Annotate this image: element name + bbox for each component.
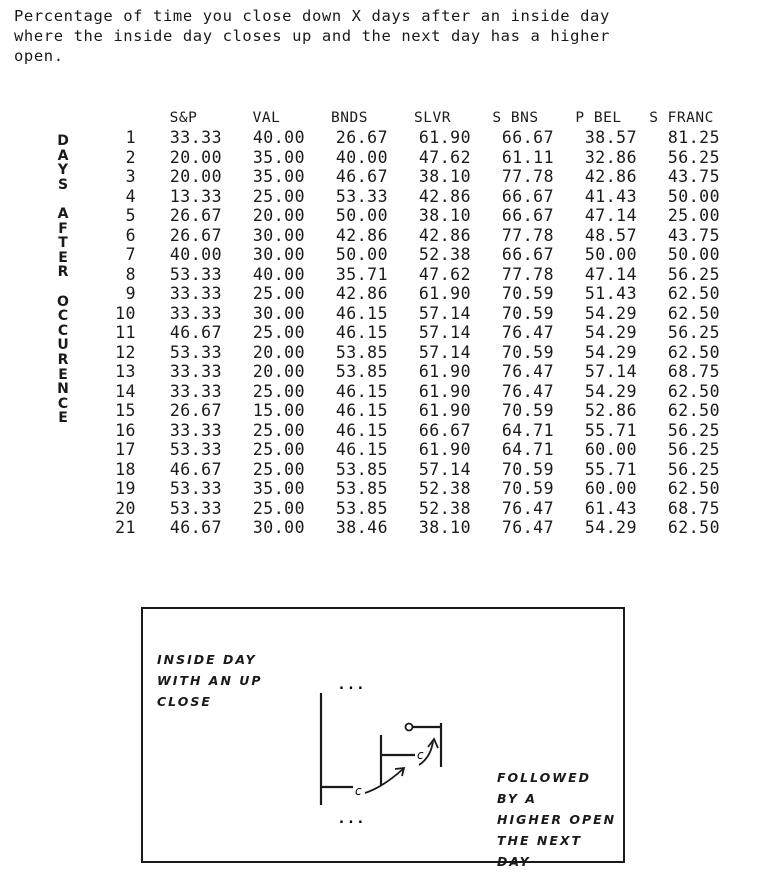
percentage-cell: 53.85	[335, 459, 388, 479]
percentage-cell: 56.25	[667, 147, 720, 167]
table-row	[100, 265, 723, 285]
day-number: 13	[115, 362, 136, 382]
label-letter: C	[57, 395, 69, 412]
table-row	[100, 382, 723, 402]
day-number: 14	[115, 381, 136, 401]
percentage-cell: 57.14	[418, 323, 471, 343]
percentage-cell: 52.38	[418, 479, 471, 499]
percentage-cell: 41.43	[584, 186, 637, 206]
percentage-cell: 48.57	[584, 225, 637, 245]
percentage-cell: 76.47	[501, 498, 554, 518]
label-letter: R	[57, 351, 69, 368]
percentage-cell: 68.75	[667, 498, 720, 518]
percentage-cell: 25.00	[252, 381, 305, 401]
arrow-to-inside-close	[365, 769, 403, 793]
percentage-cell: 33.33	[169, 303, 222, 323]
percentage-cell: 46.15	[335, 303, 388, 323]
percentage-table	[100, 108, 723, 538]
percentage-cell: 62.50	[667, 303, 720, 323]
percentage-cell: 25.00	[252, 420, 305, 440]
intro-line: open.	[14, 47, 64, 65]
label-letter: E	[58, 249, 68, 266]
percentage-cell: 42.86	[335, 225, 388, 245]
table-row	[100, 284, 723, 304]
day-number: 11	[115, 323, 136, 343]
percentage-cell: 54.29	[584, 381, 637, 401]
percentage-cell: 30.00	[252, 518, 305, 538]
percentage-cell: 62.50	[667, 401, 720, 421]
percentage-cell: 43.75	[667, 225, 720, 245]
table-row	[100, 518, 723, 538]
percentage-cell: 54.29	[584, 303, 637, 323]
continuation-dots-top: . . .	[339, 678, 363, 693]
percentage-cell: 81.25	[667, 128, 720, 148]
header-day	[100, 108, 142, 128]
day-number: 9	[125, 284, 136, 304]
column-header: S FRANC	[649, 110, 714, 126]
percentage-cell: 42.86	[418, 225, 471, 245]
percentage-cell: 33.33	[169, 362, 222, 382]
percentage-cell: 38.10	[418, 518, 471, 538]
days-after-occurence-label	[56, 134, 70, 426]
percentage-cell: 76.47	[501, 381, 554, 401]
label-gap	[56, 192, 70, 207]
percentage-cell: 20.00	[252, 206, 305, 226]
day-number: 18	[115, 459, 136, 479]
label-letter: E	[58, 366, 68, 383]
percentage-cell: 77.78	[501, 225, 554, 245]
label-letter: E	[58, 410, 68, 427]
table-row	[100, 479, 723, 499]
percentage-cell: 70.59	[501, 479, 554, 499]
table-row	[100, 206, 723, 226]
percentage-cell: 42.86	[584, 167, 637, 187]
percentage-cell: 52.86	[584, 401, 637, 421]
note-line: INSIDE DAY	[157, 652, 257, 667]
percentage-cell: 62.50	[667, 284, 720, 304]
percentage-cell: 50.00	[667, 245, 720, 265]
percentage-cell: 30.00	[252, 303, 305, 323]
percentage-cell: 47.62	[418, 147, 471, 167]
percentage-cell: 66.67	[501, 186, 554, 206]
table-row	[100, 245, 723, 265]
percentage-cell: 26.67	[335, 128, 388, 148]
note-line: WITH AN UP	[157, 673, 263, 688]
inside-day-diagram	[141, 607, 625, 869]
percentage-cell: 60.00	[584, 440, 637, 460]
percentage-cell: 53.85	[335, 479, 388, 499]
percentage-cell: 35.00	[252, 147, 305, 167]
percentage-cell: 53.85	[335, 362, 388, 382]
percentage-cell: 61.90	[418, 362, 471, 382]
percentage-cell: 40.00	[252, 264, 305, 284]
label-letter: C	[57, 308, 69, 325]
percentage-cell: 46.67	[169, 459, 222, 479]
percentage-cell: 46.15	[335, 323, 388, 343]
percentage-cell: 53.85	[335, 342, 388, 362]
percentage-cell: 66.67	[501, 206, 554, 226]
percentage-cell: 50.00	[335, 245, 388, 265]
percentage-cell: 20.00	[252, 342, 305, 362]
percentage-cell: 46.15	[335, 440, 388, 460]
percentage-cell: 70.59	[501, 303, 554, 323]
intro-line: where the inside day closes up and the next day has a higher	[14, 27, 610, 45]
percentage-cell: 13.33	[169, 186, 222, 206]
note-line: HIGHER OPEN	[497, 812, 617, 827]
note-line: CLOSE	[157, 694, 212, 709]
percentage-cell: 61.90	[418, 401, 471, 421]
label-letter: D	[57, 133, 69, 149]
percentage-cell: 77.78	[501, 167, 554, 187]
percentage-cell: 50.00	[584, 245, 637, 265]
percentage-cell: 38.10	[418, 167, 471, 187]
percentage-cell: 33.33	[169, 381, 222, 401]
continuation-dots-bottom: . . .	[339, 812, 363, 827]
label-letter: U	[57, 337, 69, 354]
percentage-cell: 62.50	[667, 381, 720, 401]
percentage-cell: 62.50	[667, 518, 720, 538]
label-letter: A	[57, 205, 69, 222]
percentage-cell: 15.00	[252, 401, 305, 421]
column-header: P BEL	[575, 110, 622, 126]
label-letter: Y	[57, 162, 69, 179]
close-mark: c	[417, 748, 424, 762]
percentage-cell: 61.43	[584, 498, 637, 518]
percentage-cell: 42.86	[335, 284, 388, 304]
percentage-cell: 76.47	[501, 518, 554, 538]
percentage-cell: 47.14	[584, 206, 637, 226]
percentage-cell: 33.33	[169, 128, 222, 148]
percentage-cell: 47.14	[584, 264, 637, 284]
table-row	[100, 440, 723, 460]
table-row	[100, 421, 723, 441]
label-letter: A	[57, 147, 69, 164]
day-number: 8	[125, 264, 136, 284]
close-mark: c	[355, 784, 362, 798]
percentage-cell: 52.38	[418, 245, 471, 265]
percentage-cell: 66.67	[501, 128, 554, 148]
day-number: 17	[115, 440, 136, 460]
percentage-cell: 76.47	[501, 362, 554, 382]
table-row	[100, 323, 723, 343]
percentage-cell: 25.00	[252, 323, 305, 343]
percentage-cell: 52.38	[418, 498, 471, 518]
percentage-cell: 62.50	[667, 479, 720, 499]
percentage-cell: 26.67	[169, 401, 222, 421]
percentage-cell: 53.33	[169, 440, 222, 460]
label-letter: S	[57, 176, 69, 193]
percentage-cell: 25.00	[252, 284, 305, 304]
percentage-cell: 61.90	[418, 128, 471, 148]
table-row	[100, 187, 723, 207]
note-inside-day	[157, 649, 263, 712]
percentage-cell: 46.67	[169, 323, 222, 343]
percentage-cell: 46.15	[335, 420, 388, 440]
percentage-cell: 33.33	[169, 420, 222, 440]
percentage-cell: 66.67	[501, 245, 554, 265]
percentage-cell: 47.62	[418, 264, 471, 284]
percentage-cell: 57.14	[418, 303, 471, 323]
percentage-cell: 38.46	[335, 518, 388, 538]
percentage-cell: 53.33	[169, 479, 222, 499]
percentage-cell: 54.29	[584, 518, 637, 538]
percentage-cell: 56.25	[667, 440, 720, 460]
label-letter: T	[58, 235, 68, 252]
percentage-cell: 70.59	[501, 401, 554, 421]
day-number: 4	[125, 186, 136, 206]
column-header: S BNS	[492, 110, 539, 126]
percentage-cell: 38.10	[418, 206, 471, 226]
percentage-cell: 25.00	[252, 186, 305, 206]
percentage-cell: 20.00	[169, 147, 222, 167]
percentage-cell: 50.00	[335, 206, 388, 226]
percentage-cell: 56.25	[667, 420, 720, 440]
percentage-cell: 57.14	[418, 342, 471, 362]
open-marker	[406, 724, 413, 731]
day-number: 3	[125, 167, 136, 187]
percentage-cell: 53.85	[335, 498, 388, 518]
percentage-cell: 33.33	[169, 284, 222, 304]
percentage-cell: 64.71	[501, 420, 554, 440]
label-letter: N	[57, 381, 69, 398]
percentage-cell: 40.00	[252, 128, 305, 148]
percentage-cell: 62.50	[667, 342, 720, 362]
day-number: 5	[125, 206, 136, 226]
percentage-cell: 50.00	[667, 186, 720, 206]
percentage-cell: 70.59	[501, 342, 554, 362]
percentage-cell: 26.67	[169, 206, 222, 226]
percentage-cell: 25.00	[252, 459, 305, 479]
percentage-cell: 40.00	[335, 147, 388, 167]
label-letter: F	[58, 220, 68, 237]
intro-line: Percentage of time you close down X days after an inside day	[14, 7, 610, 25]
percentage-cell: 61.11	[501, 147, 554, 167]
percentage-cell: 53.33	[169, 342, 222, 362]
percentage-cell: 42.86	[418, 186, 471, 206]
percentage-cell: 25.00	[252, 498, 305, 518]
day-number: 7	[125, 245, 136, 265]
percentage-cell: 35.00	[252, 479, 305, 499]
label-letter: C	[57, 322, 69, 339]
table-row	[100, 167, 723, 187]
percentage-cell: 70.59	[501, 284, 554, 304]
percentage-cell: 57.14	[584, 362, 637, 382]
note-line: BY A	[497, 791, 537, 806]
percentage-cell: 46.67	[335, 167, 388, 187]
table-row	[100, 304, 723, 324]
percentage-cell: 54.29	[584, 323, 637, 343]
table-row	[100, 148, 723, 168]
column-header: BNDS	[331, 110, 368, 126]
percentage-cell: 25.00	[252, 440, 305, 460]
percentage-cell: 43.75	[667, 167, 720, 187]
percentage-cell: 20.00	[252, 362, 305, 382]
day-number: 6	[125, 225, 136, 245]
table-row	[100, 362, 723, 382]
percentage-cell: 30.00	[252, 245, 305, 265]
column-header: S&P	[169, 110, 198, 126]
percentage-cell: 32.86	[584, 147, 637, 167]
percentage-cell: 20.00	[169, 167, 222, 187]
column-header: VAL	[252, 110, 281, 126]
percentage-cell: 53.33	[169, 498, 222, 518]
percentage-cell: 51.43	[584, 284, 637, 304]
label-letter: O	[57, 293, 69, 310]
percentage-cell: 70.59	[501, 459, 554, 479]
percentage-cell: 25.00	[667, 206, 720, 226]
percentage-cell: 55.71	[584, 420, 637, 440]
percentage-cell: 46.15	[335, 401, 388, 421]
label-gap	[56, 280, 70, 295]
day-number: 12	[115, 342, 136, 362]
intro-text	[14, 6, 754, 66]
table-row	[100, 128, 723, 148]
day-number: 10	[115, 303, 136, 323]
percentage-cell: 56.25	[667, 264, 720, 284]
percentage-cell: 54.29	[584, 342, 637, 362]
note-line: DAY	[497, 854, 531, 869]
percentage-cell: 66.67	[418, 420, 471, 440]
day-number: 2	[125, 147, 136, 167]
day-number: 21	[115, 518, 136, 538]
column-header: SLVR	[414, 110, 451, 126]
percentage-cell: 40.00	[169, 245, 222, 265]
percentage-cell: 55.71	[584, 459, 637, 479]
note-line: THE NEXT	[497, 833, 583, 848]
percentage-cell: 57.14	[418, 459, 471, 479]
day-number: 15	[115, 401, 136, 421]
table-row	[100, 401, 723, 421]
percentage-cell: 26.67	[169, 225, 222, 245]
percentage-cell: 77.78	[501, 264, 554, 284]
percentage-cell: 35.71	[335, 264, 388, 284]
percentage-cell: 76.47	[501, 323, 554, 343]
table-row	[100, 499, 723, 519]
table-header-row	[100, 108, 723, 128]
percentage-cell: 56.25	[667, 323, 720, 343]
percentage-cell: 53.33	[335, 186, 388, 206]
percentage-cell: 38.57	[584, 128, 637, 148]
percentage-cell: 46.15	[335, 381, 388, 401]
day-number: 16	[115, 420, 136, 440]
table-row	[100, 226, 723, 246]
day-number: 1	[125, 128, 136, 148]
percentage-cell: 46.67	[169, 518, 222, 538]
percentage-cell: 56.25	[667, 459, 720, 479]
note-followed-by-higher-open	[497, 767, 616, 872]
percentage-cell: 68.75	[667, 362, 720, 382]
percentage-cell: 35.00	[252, 167, 305, 187]
percentage-cell: 61.90	[418, 284, 471, 304]
percentage-cell: 30.00	[252, 225, 305, 245]
percentage-cell: 60.00	[584, 479, 637, 499]
day-number: 19	[115, 479, 136, 499]
day-number: 20	[115, 498, 136, 518]
percentage-cell: 64.71	[501, 440, 554, 460]
table-row	[100, 343, 723, 363]
percentage-cell: 53.33	[169, 264, 222, 284]
percentage-cell: 61.90	[418, 381, 471, 401]
table-row	[100, 460, 723, 480]
label-letter: R	[57, 264, 69, 281]
percentage-cell: 61.90	[418, 440, 471, 460]
note-line: FOLLOWED	[497, 770, 591, 785]
